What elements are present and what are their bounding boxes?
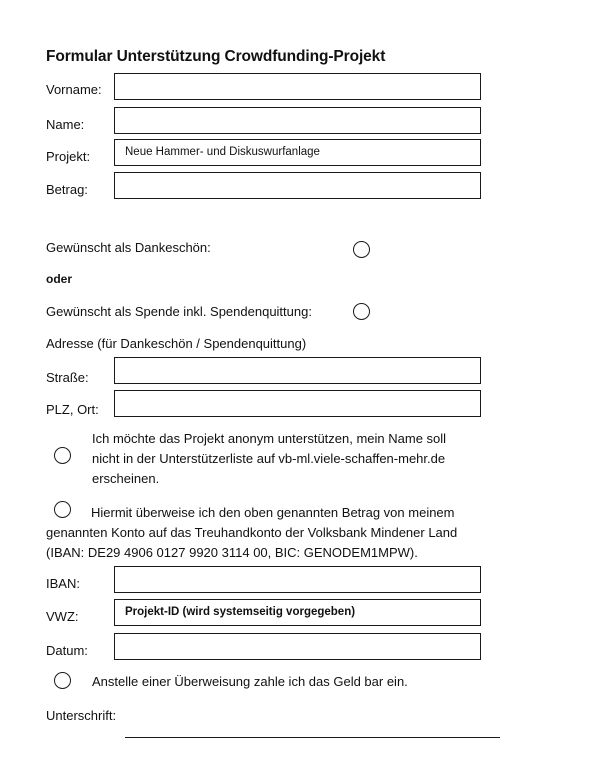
- projekt-field[interactable]: Neue Hammer- und Diskuswurfanlage: [114, 139, 481, 166]
- ueberweisung-text-line: (IBAN: DE29 4906 0127 9920 3114 00, BIC: GENODEM1MPW).: [46, 545, 418, 560]
- anonym-text: [92, 429, 446, 489]
- strasse-field[interactable]: [114, 357, 481, 384]
- spende-radio[interactable]: [353, 303, 370, 320]
- ueberweisung-text-line: Hiermit überweise ich den oben genannten Betrag von meinem: [91, 505, 455, 520]
- dankeschoen-label: Gewünscht als Dankeschön:: [46, 240, 211, 255]
- anonym-radio[interactable]: [54, 447, 71, 464]
- adresse-heading: Adresse (für Dankeschön / Spendenquittung): [46, 336, 307, 351]
- bar-radio[interactable]: [54, 672, 71, 689]
- vwz-label: VWZ:: [46, 609, 79, 624]
- vwz-field[interactable]: Projekt-ID (wird systemseitig vorgegeben): [114, 599, 481, 626]
- dankeschoen-radio[interactable]: [353, 241, 370, 258]
- projekt-label: Projekt:: [46, 149, 91, 164]
- spende-label: Gewünscht als Spende inkl. Spendenquittung:: [46, 304, 312, 319]
- plz-ort-label: PLZ, Ort:: [46, 402, 99, 417]
- name-field[interactable]: [114, 107, 481, 134]
- datum-field[interactable]: [114, 633, 481, 660]
- vorname-field[interactable]: [114, 73, 481, 100]
- vorname-label: Vorname:: [46, 82, 102, 97]
- plz-ort-field[interactable]: [114, 390, 481, 417]
- datum-label: Datum:: [46, 643, 88, 658]
- strasse-label: Straße:: [46, 370, 89, 385]
- name-label: Name:: [46, 117, 85, 132]
- signature-label: Unterschrift:: [46, 708, 117, 723]
- ueberweisung-text-line: genannten Konto auf das Treuhandkonto der Volksbank Mindener Land: [46, 525, 458, 540]
- betrag-field[interactable]: [114, 172, 481, 199]
- ueberweisung-text: [46, 503, 566, 563]
- oder-label: oder: [46, 272, 73, 286]
- bar-label: Anstelle einer Überweisung zahle ich das Geld bar ein.: [92, 674, 408, 689]
- iban-field[interactable]: [114, 566, 481, 593]
- signature-line[interactable]: [125, 737, 500, 738]
- betrag-label: Betrag:: [46, 182, 88, 197]
- iban-label: IBAN:: [46, 576, 80, 591]
- anonym-text-line: erscheinen.: [92, 471, 160, 486]
- form-title: Formular Unterstützung Crowdfunding-Projekt: [46, 48, 386, 65]
- anonym-text-line: nicht in der Unterstützerliste auf vb-ml.viele-schaffen-mehr.de: [92, 451, 446, 466]
- anonym-text-line: Ich möchte das Projekt anonym unterstützen, mein Name soll: [92, 431, 447, 446]
